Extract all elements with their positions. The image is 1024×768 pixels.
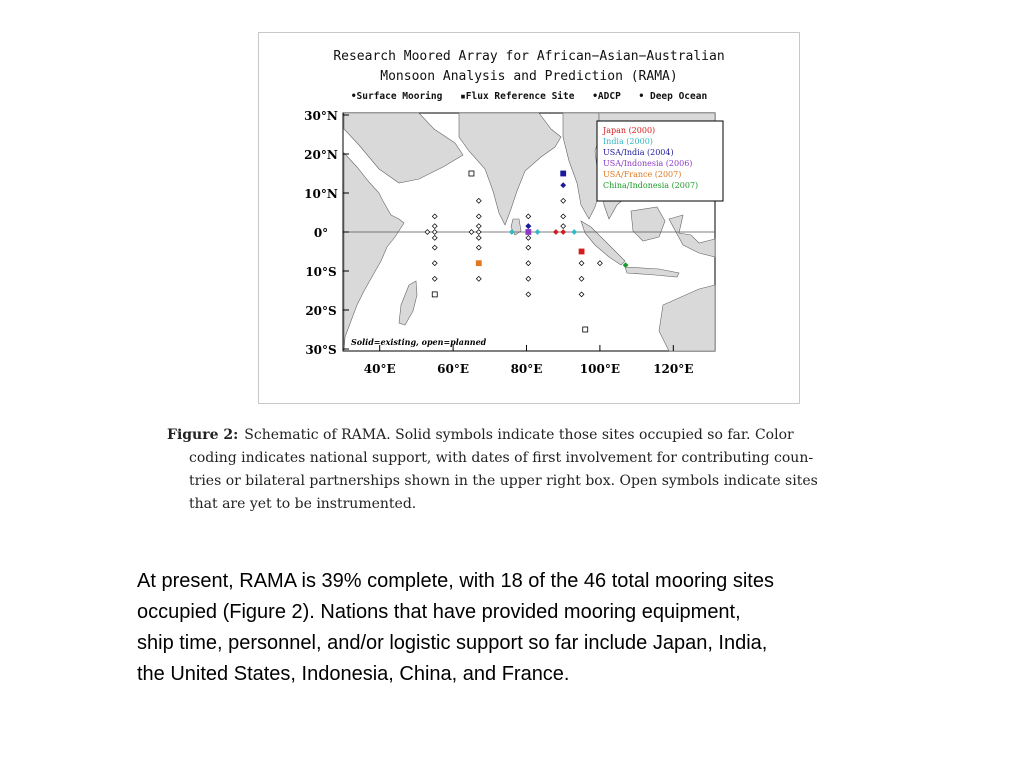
figure-title-line1: Research Moored Array for African−Asian−Australian [333,49,725,64]
partner-legend-entry: USA/Indonesia (2006) [603,159,693,168]
partner-legend-entry: USA/India (2004) [603,148,674,157]
partner-legend-entry: India (2000) [603,137,653,146]
flux-site-marker [579,249,584,254]
paragraph-line3: ship time, personnel, and/or logistic support so far include Japan, India, [137,632,768,654]
y-tick-label: 20°N [304,148,338,162]
y-tick-label: 10°S [305,265,337,279]
caption-line4: that are yet to be instrumented. [189,496,417,512]
flux-site-marker [432,292,437,297]
legend-deep-ocean: • Deep Ocean [638,91,708,102]
x-tick-label: 80°E [510,362,543,376]
x-tick-label: 100°E [579,362,621,376]
partner-legend-entry: USA/France (2007) [603,170,682,179]
y-tick-label: 10°N [304,187,338,201]
caption-line2: coding indicates national support, with dates of first involvement for contributing coun- [189,450,814,466]
flux-site-marker [526,230,531,235]
y-tick-label: 20°S [305,304,337,318]
x-tick-label: 120°E [653,362,694,376]
flux-site-marker [583,327,588,332]
flux-site-marker [476,261,481,266]
y-axis-ticks [304,109,349,357]
caption-label: Figure 2: [167,427,239,443]
legend-surface-mooring: •Surface Mooring [350,91,443,102]
y-tick-label: 0° [313,226,329,240]
flux-site-marker [469,171,474,176]
paragraph-line1: At present, RAMA is 39% complete, with 18 of the 46 total mooring sites [137,570,774,592]
body-paragraph [137,566,957,690]
caption-line1-wrap [167,424,897,447]
legend-flux-reference: ▪Flux Reference Site [460,91,575,102]
rama-figure [258,32,800,404]
flux-site-marker [561,171,566,176]
paragraph-line2: occupied (Figure 2). Nations that have provided mooring equipment, [137,601,741,623]
x-tick-label: 40°E [363,362,396,376]
caption-line3: tries or bilateral partnerships shown in the upper right box. Open symbols indicate sites [189,473,818,489]
paragraph-line4: the United States, Indonesia, China, and France. [137,663,570,685]
partner-legend-entry: Japan (2000) [603,126,656,135]
status-note: Solid=existing, open=planned [351,337,487,347]
figure-title-line2: Monsoon Analysis and Prediction (RAMA) [380,69,678,84]
figure-caption [167,424,897,516]
partner-legend-entry: China/Indonesia (2007) [603,181,699,190]
caption-line1: Schematic of RAMA. Solid symbols indicate those sites occupied so far. Color [244,427,794,443]
indian-ocean-map [259,33,799,403]
legend-adcp: •ADCP [592,91,621,102]
x-tick-label: 60°E [437,362,470,376]
y-tick-label: 30°N [304,109,338,123]
y-tick-label: 30°S [305,343,337,357]
